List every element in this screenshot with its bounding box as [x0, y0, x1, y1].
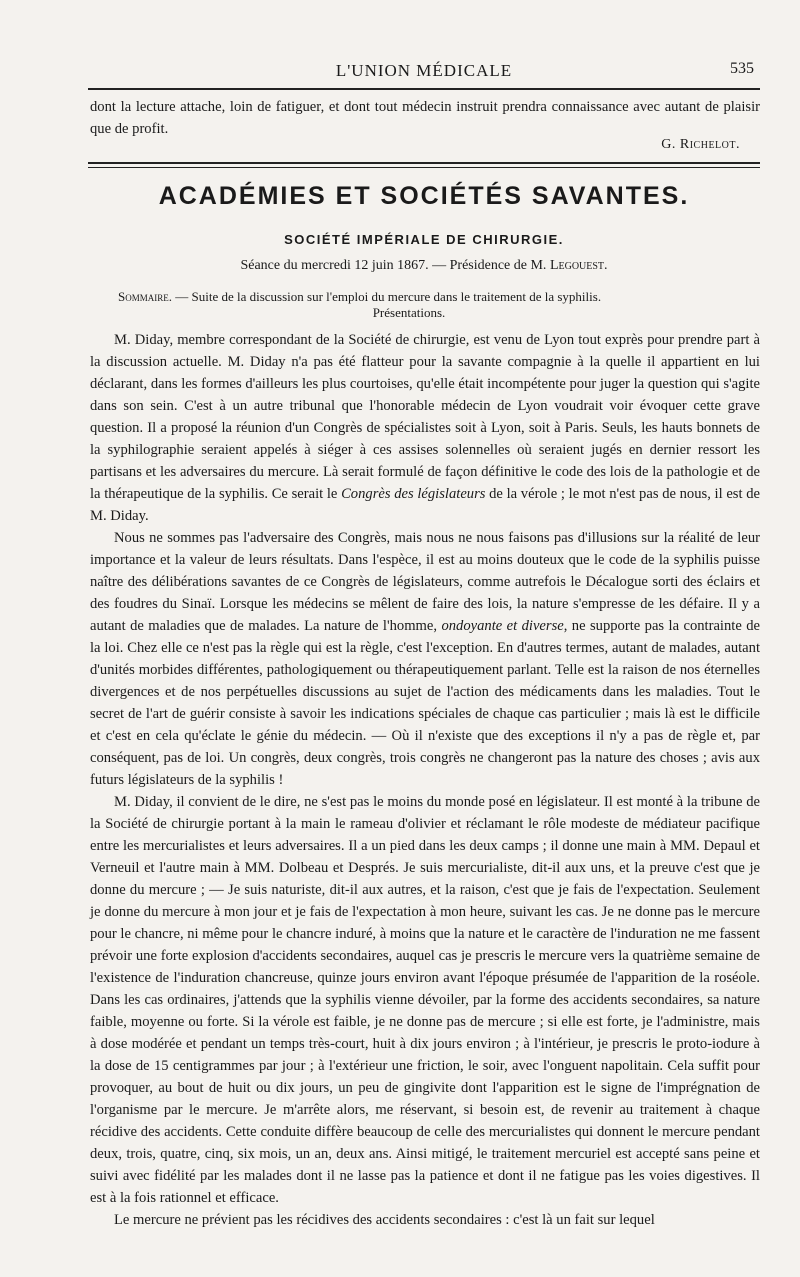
- summary-text: — Suite de la discussion sur l'emploi du mercure dans le traitement de la syphilis.: [171, 289, 602, 304]
- paragraph-4-text: Le mercure ne prévient pas les récidives des accidents secondaires : c'est là un fait sur lequel: [114, 1212, 655, 1228]
- paragraph-2: [90, 527, 760, 791]
- paragraph-4: [90, 1209, 760, 1231]
- summary-presentations: Présentations.: [372, 305, 446, 320]
- paragraph-1-italic: Congrès des législateurs: [341, 486, 486, 502]
- seance-text: Séance du mercredi 12 juin 1867. — Présidence de M.: [240, 258, 550, 273]
- seance-end: .: [604, 258, 608, 273]
- author-signature: G. Richelot.: [661, 137, 740, 152]
- section-title: ACADÉMIES ET SOCIÉTÉS SAVANTES.: [158, 182, 690, 210]
- society-title: SOCIÉTÉ IMPÉRIALE DE CHIRURGIE.: [284, 232, 564, 247]
- paragraph-1: [90, 329, 760, 527]
- paragraph-2-end: , ne supporte pas la contrainte de la loi. Chez elle ce n'est pas la règle qui est la règle, c'est l'exception. En d'autres termes, autant de malades, autant d'unités morbides différentes, pathologiquement ou thérapeutiquement parlant. Telle est la raison de nos éternelles divergences et de nos perpétuelles discussions au sujet de l'action des médicaments dans les maladies. Tout le secret de l'art de guérir consiste à savoir les indications spéciales de chaque cas particulier ; mais là est le difficile et c'est en cela qu'éclate le génie du médecin. — Où il n'existe que des exceptions il n'y a pas de règle et, par conséquent, pas de loi. Un congrès, deux congrès, trois congrès ne changeront pas la nature des choses ; avis aux futurs législateurs de la syphilis !: [90, 618, 760, 788]
- summary-label: Sommaire.: [118, 289, 172, 304]
- paragraph-3: [90, 791, 760, 1209]
- intro-paragraph: [90, 96, 760, 140]
- seance-line: [88, 258, 760, 274]
- article-body: [90, 329, 760, 1231]
- summary: [118, 289, 760, 321]
- running-head: [88, 58, 760, 84]
- header-rule: [88, 88, 760, 90]
- paragraph-3-text: M. Diday, il convient de le dire, ne s'est pas le moins du monde posé en législateur. Il est monté à la tribune de la Société de chirurgie portant à la main le rameau d'olivier et réclamant le rôle modeste de médiateur pacifique entre les mercurialistes et leurs adversaires. Il a un pied dans les deux camps ; il donne une main à MM. Depaul et Verneuil et l'autre main à MM. Dolbeau et Després. Je suis mercurialiste, dit-il aux uns, et la preuve c'est que je donne du mercure ; — Je suis naturiste, dit-il aux autres, et la raison, c'est que je fais de l'expectation. Seulement je donne du mercure à mon jour et je fais de l'expectation à mon heure, suivant les cas. Je ne donne pas le mercure pour le chancre, ni même pour le chancre induré, à moins que la nature et le caractère de l'induration ne me fassent prévoir une forte explosion d'accidents secondaires, auquel cas je prescris le mercure vers la quatrième semaine de l'existence de l'induration chancreuse, quinze jours environ avant l'époque présumée de l'apparition de la roséole. Dans les cas ordinaires, j'attends que la syphilis vienne dévoiler, par la forme des accidents secondaires, sa nature faible, moyenne ou forte. Si la vérole est faible, je ne donne pas de mercure ; si elle est forte, je l'administre, mais à dose modérée et pendant un temps très-court, huit à dix jours environ ; à l'intérieur, je prescris le proto-iodure à la dose de 15 centigrammes par jour ; à l'extérieur une friction, le soir, avec l'onguent napolitain. Cela suffit pour provoquer, au bout de huit ou dix jours, un peu de gingivite dont l'apparition est le signe de l'imprégnation de l'organisme par le mercure. Je m'arrête alors, me réservant, si besoin est, de revenir au traitement à chaque récidive des accidents. Cette conduite diffère beaucoup de celle des mercurialistes qui donnent le mercure pendant deux, trois, quatre, cinq, six mois, un an, deux ans. Ainsi mitigé, le traitement mercuriel est accepté sans peine et suivi avec fidélité par les malades dont il ne lasse pas la patience et dont il ne fatigue pas les voies digestives. Il est à la fois rationnel et efficace.: [90, 794, 760, 1206]
- intro-text: dont la lecture attache, loin de fatiguer, et dont tout médecin instruit prendra connaissance avec autant de plaisir que de profit.: [90, 99, 760, 137]
- section-rule-top: [88, 162, 760, 164]
- paragraph-1-text: M. Diday, membre correspondant de la Société de chirurgie, est venu de Lyon tout exprès pour prendre part à la discussion actuelle. M. Diday n'a pas été flatteur pour la savante compagnie à la quelle il appartient en lui déclarant, dans les formes d'ailleurs les plus courtoises, qu'elle était incompétente pour juger la question qui s'agite dans son sein. C'est à un autre tribunal que l'honorable médecin de Lyon voudrait voir évoquer cette grave question. Il a proposé la réunion d'un Congrès de spécialistes soit à Lyon, soit à Paris. Seuls, les hauts bonnets de la syphilographie seraient appelés à siéger à ces assises solennelles où seraient jugés en dernier ressort les partisans et les adversaires du mercure. Là serait formulé de façon définitive le code des lois de la pathologie et de la thérapeutique de la syphilis. Ce serait le: [90, 332, 760, 502]
- paragraph-2-text: Nous ne sommes pas l'adversaire des Congrès, mais nous ne nous faisons pas d'illusions sur la réalité de leur importance et la valeur de leurs résultats. Dans l'espèce, il est au moins douteux que le code de la syphilis puisse naître des délibérations savantes de ce Congrès de législateurs, comme autrefois le Décalogue sorti des éclairs et des foudres du Sinaï. Lorsque les médecins se mêlent de faire des lois, la nature s'empresse de les défaire. Il y a autant de maladies que de malades. La nature de l'homme,: [90, 530, 760, 634]
- seance-president: Legouest: [549, 258, 605, 273]
- journal-title: L'UNION MÉDICALE: [335, 61, 513, 80]
- paragraph-1-end: de la vérole ; le mot n'est pas de nous, il est de M. Diday.: [90, 486, 760, 524]
- section-rule-bottom: [88, 167, 760, 168]
- page-number: 535: [730, 60, 754, 77]
- paragraph-2-italic: ondoyante et diverse: [441, 618, 564, 634]
